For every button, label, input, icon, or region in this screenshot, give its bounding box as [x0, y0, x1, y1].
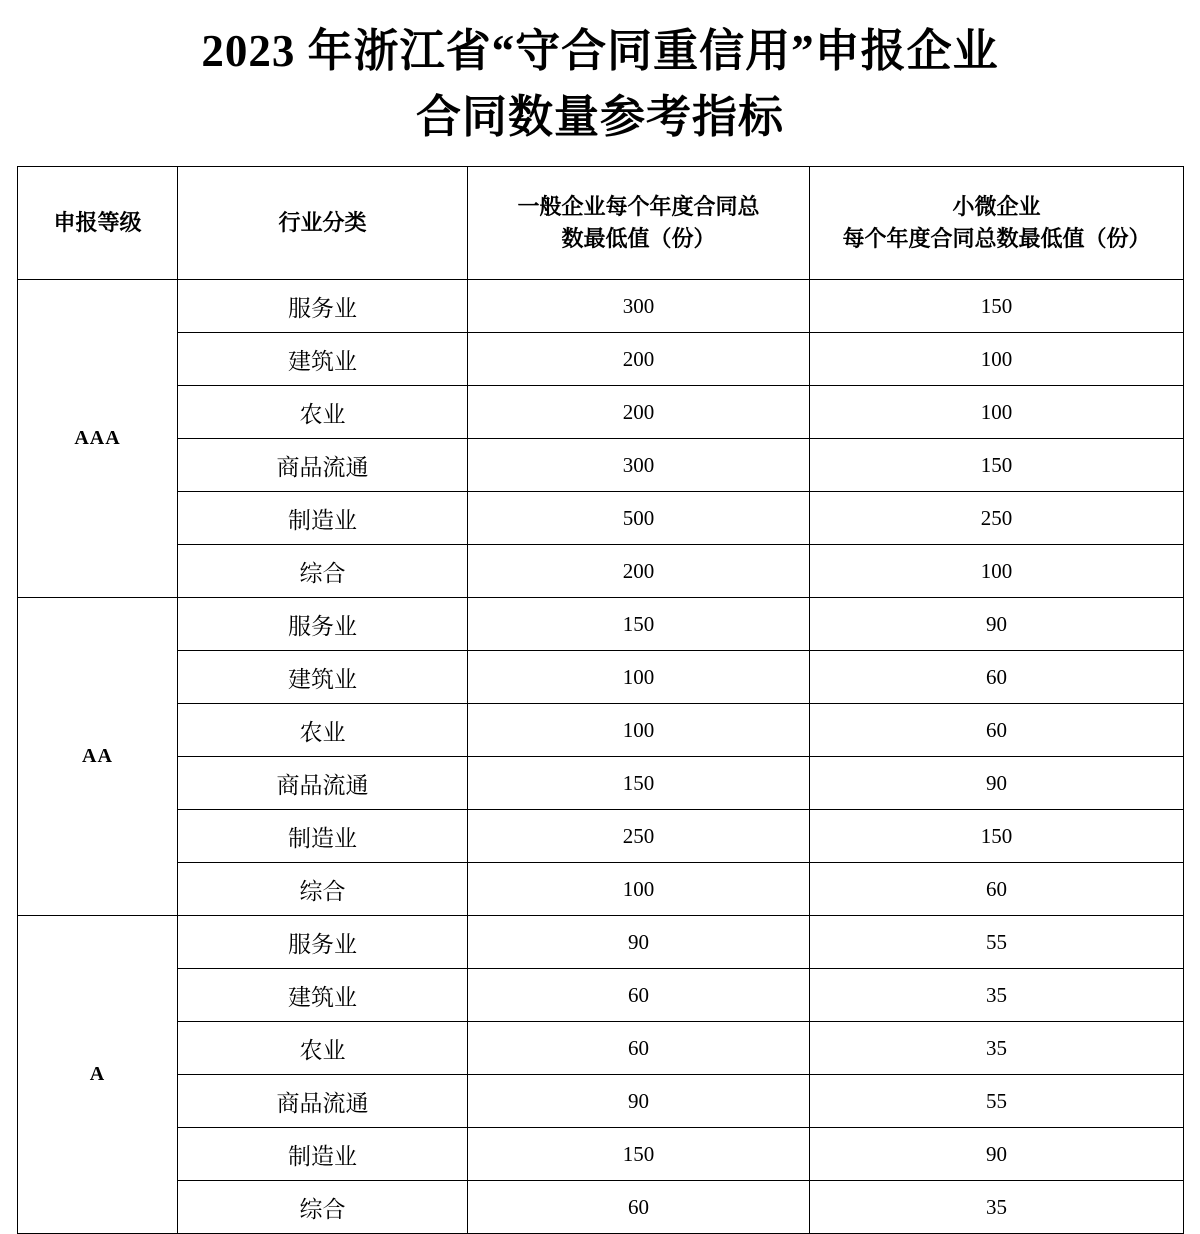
- document-title: [0, 0, 1200, 150]
- column-header-small-line1: 小微企业: [952, 194, 1041, 219]
- cell-general-min: 60: [468, 1022, 810, 1075]
- cell-industry: 制造业: [178, 810, 468, 863]
- column-header-industry: 行业分类: [178, 167, 468, 280]
- cell-general-min: 100: [468, 651, 810, 704]
- table-row: [18, 916, 1184, 969]
- cell-general-min: 100: [468, 863, 810, 916]
- table-header-row: [18, 167, 1184, 280]
- cell-general-min: 200: [468, 386, 810, 439]
- table-row: [18, 810, 1184, 863]
- cell-level: AAA: [18, 280, 178, 598]
- table-header: [18, 167, 1184, 280]
- cell-small-min: 150: [810, 439, 1184, 492]
- cell-small-min: 60: [810, 704, 1184, 757]
- cell-small-min: 35: [810, 969, 1184, 1022]
- cell-small-min: 60: [810, 651, 1184, 704]
- table-row: [18, 1075, 1184, 1128]
- cell-small-min: 100: [810, 333, 1184, 386]
- cell-level: AA: [18, 598, 178, 916]
- cell-general-min: 90: [468, 1075, 810, 1128]
- cell-small-min: 100: [810, 545, 1184, 598]
- cell-industry: 商品流通: [178, 1075, 468, 1128]
- table-row: [18, 439, 1184, 492]
- table-row: [18, 1022, 1184, 1075]
- cell-industry: 商品流通: [178, 439, 468, 492]
- cell-industry: 服务业: [178, 598, 468, 651]
- table-row: [18, 545, 1184, 598]
- cell-small-min: 150: [810, 810, 1184, 863]
- cell-small-min: 250: [810, 492, 1184, 545]
- table-row: [18, 651, 1184, 704]
- title-line-2: 合同数量参考指标: [415, 92, 784, 142]
- cell-small-min: 90: [810, 598, 1184, 651]
- table-row: [18, 333, 1184, 386]
- column-header-small-line2: 每个年度合同总数最低值（份）: [842, 226, 1151, 251]
- cell-general-min: 250: [468, 810, 810, 863]
- cell-small-min: 60: [810, 863, 1184, 916]
- table-row: [18, 1181, 1184, 1234]
- cell-industry: 建筑业: [178, 333, 468, 386]
- cell-level: A: [18, 916, 178, 1234]
- table-row: [18, 598, 1184, 651]
- column-header-level: 申报等级: [18, 167, 178, 280]
- cell-general-min: 300: [468, 280, 810, 333]
- cell-industry: 制造业: [178, 492, 468, 545]
- table-row: [18, 863, 1184, 916]
- cell-general-min: 200: [468, 545, 810, 598]
- cell-general-min: 90: [468, 916, 810, 969]
- cell-general-min: 500: [468, 492, 810, 545]
- column-header-general: [468, 167, 810, 280]
- table-row: [18, 969, 1184, 1022]
- cell-small-min: 35: [810, 1181, 1184, 1234]
- cell-industry: 农业: [178, 1022, 468, 1075]
- cell-general-min: 150: [468, 598, 810, 651]
- cell-general-min: 100: [468, 704, 810, 757]
- cell-industry: 农业: [178, 704, 468, 757]
- column-header-general-line2: 数最低值（份）: [561, 226, 716, 251]
- table-row: [18, 280, 1184, 333]
- cell-small-min: 90: [810, 757, 1184, 810]
- cell-industry: 综合: [178, 863, 468, 916]
- cell-small-min: 55: [810, 1075, 1184, 1128]
- cell-industry: 农业: [178, 386, 468, 439]
- cell-industry: 制造业: [178, 1128, 468, 1181]
- indicators-table-container: [17, 166, 1183, 1234]
- cell-general-min: 150: [468, 757, 810, 810]
- cell-industry: 服务业: [178, 280, 468, 333]
- table-row: [18, 757, 1184, 810]
- cell-industry: 服务业: [178, 916, 468, 969]
- cell-industry: 综合: [178, 545, 468, 598]
- column-header-small: [810, 167, 1184, 280]
- cell-small-min: 90: [810, 1128, 1184, 1181]
- indicators-table: [17, 166, 1184, 1234]
- cell-small-min: 35: [810, 1022, 1184, 1075]
- table-row: [18, 704, 1184, 757]
- table-row: [18, 492, 1184, 545]
- title-line-1: 2023 年浙江省“守合同重信用”申报企业: [201, 26, 999, 76]
- cell-industry: 建筑业: [178, 651, 468, 704]
- column-header-general-line1: 一般企业每个年度合同总: [517, 194, 760, 219]
- cell-industry: 建筑业: [178, 969, 468, 1022]
- cell-small-min: 150: [810, 280, 1184, 333]
- table-body: [18, 280, 1184, 1234]
- cell-general-min: 60: [468, 1181, 810, 1234]
- cell-industry: 商品流通: [178, 757, 468, 810]
- cell-industry: 综合: [178, 1181, 468, 1234]
- table-row: [18, 386, 1184, 439]
- table-row: [18, 1128, 1184, 1181]
- cell-general-min: 300: [468, 439, 810, 492]
- cell-small-min: 55: [810, 916, 1184, 969]
- cell-small-min: 100: [810, 386, 1184, 439]
- cell-general-min: 60: [468, 969, 810, 1022]
- cell-general-min: 150: [468, 1128, 810, 1181]
- cell-general-min: 200: [468, 333, 810, 386]
